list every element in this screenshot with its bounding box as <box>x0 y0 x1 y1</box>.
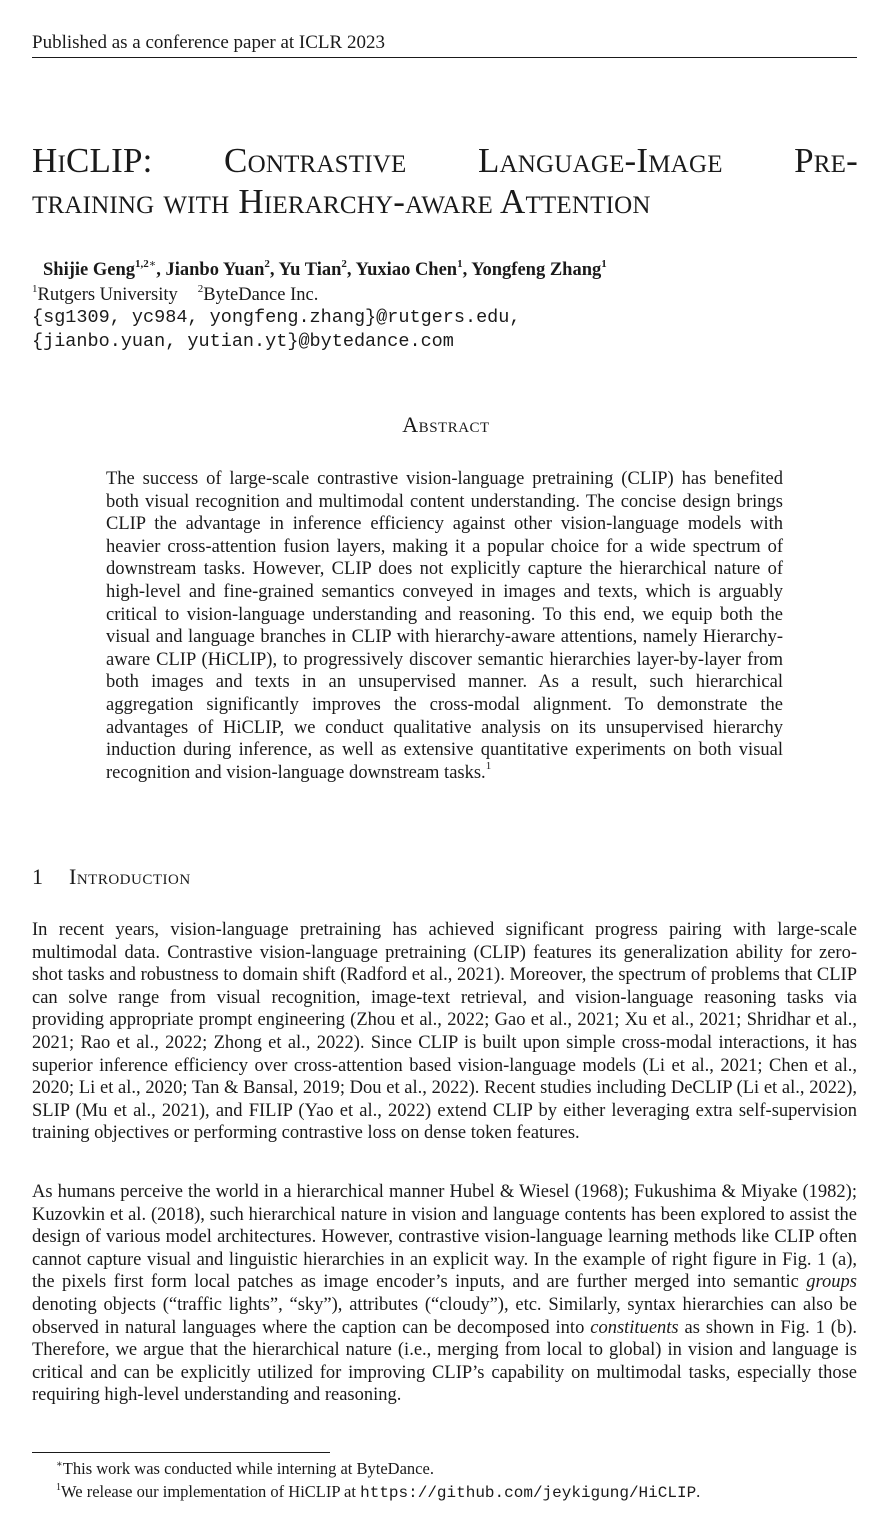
author-affil-sup: 2 <box>341 257 347 270</box>
author-emails <box>32 306 852 354</box>
footnote-divider <box>32 1452 330 1453</box>
intro-paragraph-2 <box>32 1181 857 1407</box>
emphasis-groups: groups <box>806 1272 857 1293</box>
footnote-2 <box>56 1481 856 1504</box>
title-line-2: training with Hierarchy-aware Attention <box>32 182 651 221</box>
emphasis-constituents: constituents <box>590 1317 679 1338</box>
email-line: {jianbo.yuan, yutian.yt}@bytedance.com <box>32 331 454 352</box>
footnote-mark: 1 <box>485 759 492 772</box>
affil-sup: 1 <box>32 282 38 295</box>
paper-title <box>32 140 858 222</box>
affil-name: ByteDance Inc. <box>203 285 319 305</box>
section-number: 1 <box>32 864 44 889</box>
author-affil-sup: 1,2 <box>135 257 149 270</box>
author-equal-mark: ∗ <box>148 257 157 270</box>
author-name: Yuxiao Chen <box>355 260 458 280</box>
footnote-text: This work was conducted while interning at ByteDance. <box>62 1459 434 1478</box>
author-name: Jianbo Yuan <box>165 260 265 280</box>
author-affil-sup: 1 <box>601 257 607 270</box>
intro-paragraph-1: In recent years, vision-language pretraining has achieved significant progress pairing with large-scale multimodal data. Contrastive vision-language pretraining (CLIP) features its generalization ability for zero-shot tasks and robustness to domain shift (Radford et al., 2021). Moreover, the spectrum of problems that CLIP can solve range from visual recognition, image-text retrieval, and vision-language reasoning tasks via providing appropriate prompt engineering (Zhou et al., 2022; Gao et al., 2021; Xu et al., 2021; Shridhar et al., 2021; Rao et al., 2022; Zhong et al., 2022). Since CLIP is built upon simple cross-modal interactions, it has superior inference efficiency over cross-attention based vision-language models (Li et al., 2021; Chen et al., 2020; Li et al., 2020; Tan & Bansal, 2019; Dou et al., 2022). Recent studies including DeCLIP (Li et al., 2022), SLIP (Mu et al., 2021), and FILIP (Yao et al., 2022) extend CLIP by either leveraging extra self-supervision training objectives or performing contrastive loss on dense token features. <box>32 920 857 1144</box>
abstract-body <box>106 468 783 784</box>
author-name: Yu Tian <box>278 260 342 280</box>
author-list: Shijie Geng$^{1,2∗}$, Jianbo Yuan$^2$, Yu Tian$^2$, Yuxiao Chen$^1$, Yongfeng Zhang$^1$ <box>43 257 607 280</box>
title-line-1: HiCLIP: Contrastive Language-Image Pre- <box>32 141 858 180</box>
footnote-1 <box>56 1458 856 1479</box>
footnote-mark: 1 <box>56 1481 61 1493</box>
affil-name: Rutgers University <box>37 285 178 305</box>
section-title: Introduction <box>69 864 191 889</box>
abstract-text: The success of large-scale contrastive vision-language pretraining (CLIP) has benefited both visual recognition and multimodal content understanding. The concise design brings CLIP the advantage in inference efficiency against other vision-language models with heavier cross-attention fusion layers, making it a popular choice for a wide spectrum of downstream tasks. However, CLIP does not explicitly capture the hierarchical nature of high-level and fine-grained semantics conveyed in images and texts, which is arguably critical to vision-language understanding and reasoning. To this end, we equip both the visual and language branches in CLIP with hierarchy-aware attentions, namely Hierarchy-aware CLIP (HiCLIP), to progressively discover semantic hierarchies layer-by-layer from both images and texts in an unsupervised manner. As a result, such hierarchical aggregation significantly improves the cross-modal alignment. To demonstrate the advantages of HiCLIP, we conduct qualitative analysis on its unsupervised hierarchy induction during inference, as well as extensive quantitative experiments on both visual recognition and vision-language downstream tasks. <box>106 469 783 783</box>
author-name: Yongfeng Zhang <box>471 260 602 280</box>
repo-link[interactable]: https://github.com/jeykigung/HiCLIP <box>360 1484 697 1502</box>
author-name: Shijie Geng <box>43 260 135 280</box>
paragraph-text: denoting objects (“traffic lights”, “sky”), attributes (“cloudy”), etc. Similarly, syntax hierarchies can also be observed in natural languages where the caption can be decomposed into <box>32 1294 857 1338</box>
footnote-text: . <box>696 1482 701 1501</box>
running-header: Published as a conference paper at ICLR 2023 <box>32 32 857 58</box>
paragraph-text: as shown in Fig. 1 (b). Therefore, we argue that the hierarchical nature (i.e., merging from local to global) in vision and language is critical and can be explicitly utilized for improving CLIP’s capability on multimodal tasks, especially those requiring high-level understanding and reasoning. <box>32 1317 857 1406</box>
footnote-mark: ∗ <box>56 1458 63 1470</box>
affil-sup: 2 <box>197 282 204 295</box>
author-affil-sup: 2 <box>264 257 270 270</box>
paragraph-text: As humans perceive the world in a hierarchical manner Hubel & Wiesel (1968); Fukushima & Miyake (1982); Kuzovkin et al. (2018), such hierarchical nature in vision and language contents has been explored to assist the design of various model architectures. However, contrastive vision-language learning methods like CLIP often cannot capture visual and linguistic hierarchies in an explicit way. In the example of right figure in Fig. 1 (a), the pixels first form local patches as image encoder’s inputs, and are further merged into semantic <box>32 1182 857 1293</box>
abstract-heading: Abstract <box>402 412 490 437</box>
footnote-text: We release our implementation of HiCLIP at <box>61 1482 361 1501</box>
affiliations <box>32 284 832 306</box>
email-line: {sg1309, yc984, yongfeng.zhang}@rutgers.edu, <box>32 307 521 328</box>
author-affil-sup: 1 <box>457 257 463 270</box>
section-heading <box>32 864 632 890</box>
